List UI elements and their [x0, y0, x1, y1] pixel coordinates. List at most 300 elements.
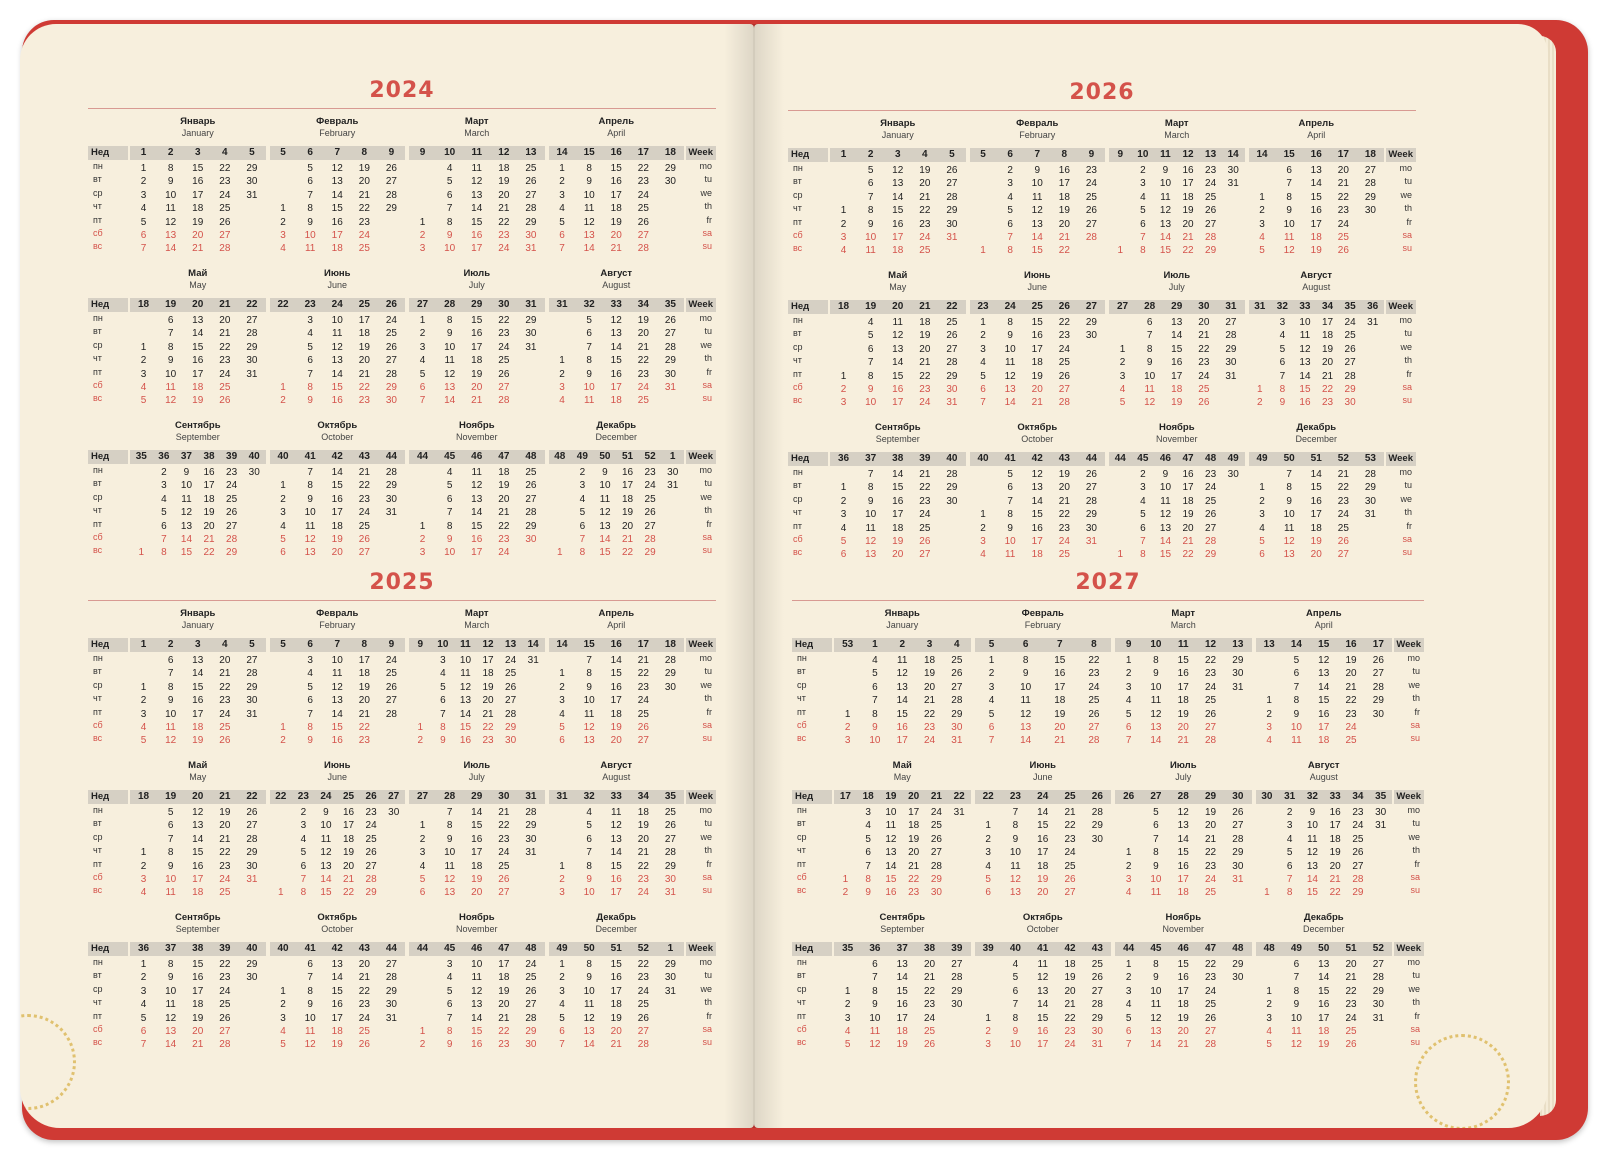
week-number: 44: [416, 943, 429, 954]
day-cell: 26: [923, 1039, 936, 1051]
day-cell: [409, 694, 432, 707]
day-cell: [975, 985, 1002, 998]
day-cell: 11: [583, 395, 595, 407]
weekday-label: пн: [93, 805, 103, 815]
week-numbers: [409, 790, 545, 804]
day-cell: 9: [586, 972, 592, 984]
week-number: 5: [949, 149, 955, 160]
day-cell: 31: [946, 231, 958, 243]
day-cell: [238, 1038, 265, 1051]
day-cell: 15: [1171, 343, 1183, 355]
day-cell: 14: [331, 708, 343, 720]
day-cell: 24: [1205, 178, 1217, 190]
day-cell: 26: [930, 833, 942, 845]
day-cell: [243, 506, 266, 519]
day-cell: [1109, 191, 1132, 204]
day-cell: [549, 479, 572, 492]
day-cell: [1249, 316, 1272, 329]
day-cell: 26: [358, 533, 370, 545]
day-cell: 29: [385, 480, 397, 492]
day-cell: 27: [1091, 985, 1103, 997]
day-cell: 18: [1318, 735, 1330, 747]
weekday-label: ср: [93, 491, 103, 502]
week-number: 5: [249, 147, 255, 158]
day-cell: [1256, 654, 1283, 667]
day-cell: 15: [1177, 655, 1189, 666]
day-cell: 3: [559, 381, 565, 393]
year-divider: [88, 108, 716, 109]
day-cell: 20: [1321, 357, 1334, 369]
day-cell: 21: [498, 1012, 510, 1024]
day-cell: 1: [985, 820, 991, 832]
day-cell: 4: [140, 887, 147, 899]
day-cell: 2: [1257, 397, 1263, 409]
day-cell: 17: [358, 655, 370, 666]
month-december: [1249, 418, 1385, 568]
day-cell: 10: [180, 480, 193, 492]
day-cell: 13: [583, 735, 595, 747]
day-cell: 25: [637, 395, 649, 407]
day-cell: 7: [867, 469, 874, 480]
day-cell: 17: [896, 735, 908, 747]
weekday-label: ср: [797, 983, 807, 994]
day-cell: 29: [1352, 887, 1364, 899]
day-cell: 17: [1037, 1039, 1049, 1051]
day-cell: 2: [985, 833, 991, 845]
day-cell: 3: [1266, 721, 1272, 733]
day-cell: 14: [320, 873, 332, 885]
month-name-en: February: [1024, 620, 1061, 630]
day-cell: 2: [1119, 357, 1126, 369]
day-cell: [517, 860, 544, 873]
day-cell: 17: [482, 655, 494, 666]
day-cell: 1: [419, 216, 426, 228]
day-cell: 14: [331, 368, 343, 380]
day-cell: 5: [840, 535, 847, 547]
month-name-ru: Апрель: [598, 116, 635, 127]
days-grid: [1115, 958, 1252, 1052]
month-december: [1256, 908, 1393, 1058]
day-cell: [970, 495, 997, 508]
day-cell: 20: [1345, 668, 1357, 680]
weekday-label: вт: [93, 478, 102, 489]
week-number: 31: [525, 791, 537, 802]
weekday-label: sa: [1402, 229, 1412, 240]
week-number: 52: [644, 451, 656, 462]
day-cell: [243, 520, 266, 533]
weekday-label: пн: [797, 805, 807, 815]
day-cell: 17: [1321, 317, 1334, 328]
day-cell: 15: [1310, 482, 1322, 494]
day-cell: 29: [664, 860, 676, 872]
month-name-ru: Май: [892, 760, 912, 771]
weekday-label: tu: [1404, 480, 1412, 491]
day-cell: 3: [559, 189, 565, 201]
day-cell: 16: [610, 681, 622, 693]
day-cell: 15: [1037, 1012, 1049, 1024]
day-cell: 25: [1337, 231, 1349, 243]
day-cell: 21: [1321, 370, 1334, 382]
day-cell: 4: [1259, 522, 1265, 534]
day-cell: [409, 958, 436, 971]
day-cell: 25: [1198, 383, 1210, 395]
day-cell: [1109, 329, 1136, 342]
day-cell: 1: [140, 847, 147, 859]
day-cell: 9: [446, 1039, 453, 1051]
month-name-ru: Май: [888, 270, 908, 281]
weekday-label: ср: [793, 189, 803, 200]
day-cell: 4: [1125, 887, 1132, 899]
day-cell: 10: [459, 655, 472, 666]
week-number: 15: [1283, 149, 1295, 160]
week-header-en: Week: [1394, 638, 1424, 652]
day-cell: [270, 368, 297, 381]
day-cell: 16: [331, 735, 343, 747]
weekday-labels-ru: [792, 638, 832, 746]
week-number: 37: [180, 451, 192, 462]
day-cell: 28: [1352, 873, 1364, 885]
day-cell: 1: [1125, 959, 1132, 970]
day-cell: 31: [246, 708, 258, 720]
week-number: 35: [664, 299, 676, 310]
day-cell: 1: [1259, 191, 1265, 203]
day-cell: 19: [1345, 655, 1357, 666]
day-cell: 5: [1293, 655, 1300, 666]
day-cell: 20: [1182, 522, 1194, 534]
day-cell: [549, 341, 576, 354]
month-name-en: August: [1302, 282, 1331, 292]
week-number: 40: [977, 453, 989, 464]
day-cell: [1256, 833, 1279, 846]
day-cell: 13: [165, 1025, 177, 1037]
weekday-label: sa: [1410, 719, 1420, 730]
day-cell: 27: [664, 328, 676, 340]
day-cell: 7: [140, 243, 147, 255]
day-cell: 28: [1204, 1039, 1217, 1051]
day-cell: 11: [892, 317, 903, 328]
day-cell: 17: [610, 985, 622, 997]
month-name-ru: Сентябрь: [879, 912, 926, 923]
day-cell: [938, 508, 965, 521]
day-cell: 13: [599, 520, 611, 532]
week-number: 40: [277, 451, 289, 462]
weekday-label: mo: [1407, 653, 1420, 663]
day-cell: [948, 846, 971, 859]
day-cell: 14: [1159, 231, 1172, 243]
day-cell: 11: [865, 245, 876, 257]
day-cell: 16: [342, 807, 355, 818]
day-cell: 7: [1007, 495, 1013, 507]
day-cell: 29: [1085, 509, 1097, 521]
day-cell: 20: [1198, 317, 1210, 328]
day-cell: 7: [1153, 833, 1159, 845]
day-cell: 18: [203, 493, 215, 505]
day-cell: 10: [165, 708, 177, 720]
day-cell: 17: [471, 847, 483, 859]
day-cell: 10: [165, 368, 177, 380]
day-cell: 22: [1345, 695, 1357, 707]
day-cell: 5: [1279, 343, 1286, 355]
week-number: 33: [610, 791, 622, 802]
day-cell: [1078, 370, 1105, 383]
day-cell: 21: [471, 395, 483, 407]
week-numbers: [1115, 638, 1252, 652]
week-number: 32: [1276, 301, 1288, 312]
day-cell: 9: [1022, 668, 1029, 680]
month-june: [975, 756, 1112, 906]
day-cell: [270, 694, 297, 707]
day-cell: 31: [527, 655, 539, 666]
day-cell: 27: [1088, 721, 1100, 733]
day-cell: 12: [1283, 245, 1295, 257]
day-cell: 4: [559, 999, 565, 1011]
day-cell: 7: [167, 833, 174, 845]
day-cell: 30: [946, 218, 958, 230]
day-cell: 3: [1125, 985, 1132, 997]
weekday-labels-en: [1386, 452, 1416, 560]
day-cell: 10: [1009, 847, 1021, 859]
day-cell: 22: [1064, 1012, 1076, 1024]
day-cell: 30: [1364, 495, 1376, 507]
day-cell: [517, 381, 544, 394]
day-cell: [238, 229, 265, 242]
day-cell: 18: [1037, 860, 1049, 872]
day-cell: 30: [946, 383, 958, 395]
day-cell: [1249, 177, 1276, 190]
week-number: 19: [865, 301, 877, 312]
day-cell: 5: [307, 681, 313, 693]
weekday-labels-ru: [792, 942, 832, 1050]
day-cell: 27: [1205, 218, 1217, 230]
day-cell: 27: [1352, 860, 1364, 872]
weekday-label: вс: [793, 547, 803, 558]
day-cell: 17: [892, 509, 904, 521]
day-cell: 22: [1064, 820, 1076, 832]
day-cell: 21: [610, 243, 622, 255]
day-cell: [270, 860, 293, 873]
day-cell: [1357, 244, 1384, 257]
day-cell: 13: [1150, 1025, 1162, 1037]
week-number: 50: [1318, 943, 1330, 954]
day-cell: [270, 654, 297, 667]
week-number: 18: [664, 639, 676, 650]
days-grid: [549, 162, 685, 256]
day-cell: 14: [331, 972, 343, 984]
day-cell: 26: [358, 1039, 370, 1051]
weekday-label: пт: [793, 216, 802, 227]
day-cell: 13: [1150, 721, 1162, 733]
week-number: 35: [1344, 301, 1356, 312]
day-cell: 7: [1293, 681, 1300, 693]
day-cell: 13: [583, 1025, 595, 1037]
weekday-label: tu: [704, 970, 712, 981]
day-cell: [1078, 548, 1105, 561]
month-name-en: June: [1032, 772, 1053, 782]
day-cell: 15: [885, 873, 897, 885]
day-cell: 23: [1321, 397, 1334, 409]
month-january: [130, 112, 266, 262]
day-cell: 30: [246, 972, 258, 984]
weekday-labels-ru: [788, 148, 828, 256]
week-header-en: Week: [686, 450, 716, 464]
day-cell: 10: [1159, 178, 1172, 190]
day-cell: 18: [892, 522, 904, 534]
day-cell: 2: [842, 887, 849, 899]
week-number: 2: [167, 147, 174, 158]
weekday-label: сб: [793, 229, 803, 240]
day-cell: [948, 833, 971, 846]
day-cell: 1: [140, 341, 147, 353]
day-cell: 15: [471, 520, 483, 532]
day-cell: 5: [872, 668, 878, 680]
day-cell: [1249, 370, 1272, 383]
day-cell: [378, 533, 405, 546]
weekday-label: su: [1410, 733, 1420, 744]
day-cell: 16: [331, 999, 343, 1011]
week-number: 39: [919, 453, 931, 464]
day-cell: 31: [246, 873, 258, 885]
week-number: 1: [140, 639, 147, 650]
day-cell: 2: [419, 533, 426, 545]
day-cell: 14: [1318, 972, 1330, 984]
month-name-ru: Март: [1164, 118, 1189, 129]
day-cell: 5: [1259, 535, 1265, 547]
day-cell: 11: [471, 467, 482, 478]
day-cell: 23: [1204, 860, 1217, 872]
day-cell: [1217, 396, 1244, 409]
day-cell: 10: [320, 820, 332, 832]
day-cell: 4: [161, 493, 167, 505]
month-may: [130, 756, 266, 906]
day-cell: 4: [280, 520, 286, 532]
week-header-ru: Нед: [88, 790, 128, 804]
day-cell: 1: [559, 668, 565, 680]
weekday-label: we: [700, 187, 712, 198]
day-cell: 26: [246, 807, 258, 818]
week-header-ru: Нед: [792, 942, 832, 956]
week-number: 45: [1137, 453, 1149, 464]
day-cell: 30: [525, 328, 537, 340]
day-cell: [1078, 244, 1105, 257]
day-cell: 20: [203, 520, 215, 532]
day-cell: [657, 202, 684, 215]
day-cell: 21: [1058, 495, 1070, 507]
day-cell: 29: [246, 959, 258, 970]
week-number: 8: [1061, 149, 1068, 160]
day-cell: 31: [525, 341, 537, 353]
day-cell: 6: [446, 493, 453, 505]
week-number: 25: [342, 791, 355, 802]
day-cell: 30: [1344, 397, 1356, 409]
month-name-en: January: [886, 620, 919, 630]
day-cell: [270, 708, 297, 721]
weekday-label: вт: [93, 326, 102, 337]
day-cell: 7: [140, 1039, 147, 1051]
day-cell: 19: [331, 1039, 343, 1051]
day-cell: 29: [930, 873, 942, 885]
week-number: 48: [1232, 943, 1244, 954]
weekday-label: пт: [793, 368, 802, 379]
day-cell: 25: [1352, 833, 1364, 845]
day-cell: 26: [644, 507, 656, 519]
day-cell: 4: [1140, 191, 1146, 203]
day-cell: 19: [471, 368, 483, 380]
weekday-label: чт: [93, 201, 102, 212]
day-cell: 9: [1286, 205, 1292, 217]
day-cell: 9: [1286, 495, 1292, 507]
day-cell: 14: [1031, 231, 1043, 243]
days-grid: [130, 958, 266, 1052]
day-cell: 25: [930, 820, 942, 832]
day-cell: [657, 216, 684, 229]
day-cell: 29: [1091, 820, 1103, 832]
day-cell: 8: [307, 721, 313, 733]
day-cell: 16: [885, 887, 897, 899]
month-october: [270, 908, 406, 1058]
week-number: 8: [1091, 639, 1097, 650]
day-cell: 28: [246, 668, 258, 680]
weekday-labels-ru: [88, 298, 128, 406]
weekday-label: we: [1408, 831, 1420, 842]
day-cell: 4: [559, 395, 565, 407]
day-cell: 16: [1299, 397, 1311, 409]
month-name-ru: Октябрь: [1022, 912, 1063, 923]
week-header-en: Week: [1386, 148, 1416, 162]
day-cell: [1357, 522, 1384, 535]
day-cell: [970, 231, 997, 244]
day-cell: 21: [923, 972, 936, 984]
weekday-label: пн: [93, 653, 103, 663]
week-numbers: [409, 450, 545, 464]
day-cell: 5: [1007, 205, 1013, 217]
week-number: 4: [222, 147, 228, 158]
day-cell: 23: [358, 999, 370, 1011]
day-cell: [1256, 873, 1279, 886]
day-cell: 4: [579, 493, 586, 505]
day-cell: 16: [1177, 860, 1189, 872]
day-cell: 21: [498, 203, 510, 215]
day-cell: [1256, 806, 1279, 819]
day-cell: 13: [892, 343, 904, 355]
day-cell: [657, 1012, 684, 1025]
day-cell: 6: [865, 847, 871, 859]
weekday-label: fr: [706, 1010, 712, 1021]
month-name-ru: Февраль: [316, 608, 359, 619]
day-cell: 5: [280, 1039, 286, 1051]
day-cell: 17: [1318, 721, 1330, 733]
week-number: 14: [527, 639, 539, 650]
day-cell: 31: [664, 985, 676, 997]
day-cell: 21: [1182, 231, 1194, 243]
day-cell: 18: [637, 807, 649, 818]
week-number: 47: [1182, 453, 1194, 464]
day-cell: 1: [840, 370, 847, 382]
month-october: [975, 908, 1112, 1058]
day-cell: 19: [358, 681, 370, 693]
day-cell: 16: [471, 229, 483, 241]
day-cell: 12: [165, 735, 177, 747]
day-cell: 21: [1182, 535, 1194, 547]
day-cell: 28: [385, 189, 397, 201]
week-number: 18: [837, 301, 850, 312]
week-number: 18: [1364, 149, 1376, 160]
day-cell: 26: [1372, 655, 1384, 666]
month-name-en: November: [1155, 434, 1198, 444]
month-name-ru: Июнь: [323, 760, 351, 771]
day-cell: 11: [869, 1025, 881, 1037]
week-number: 49: [576, 451, 588, 462]
quarter-row: [88, 604, 716, 747]
